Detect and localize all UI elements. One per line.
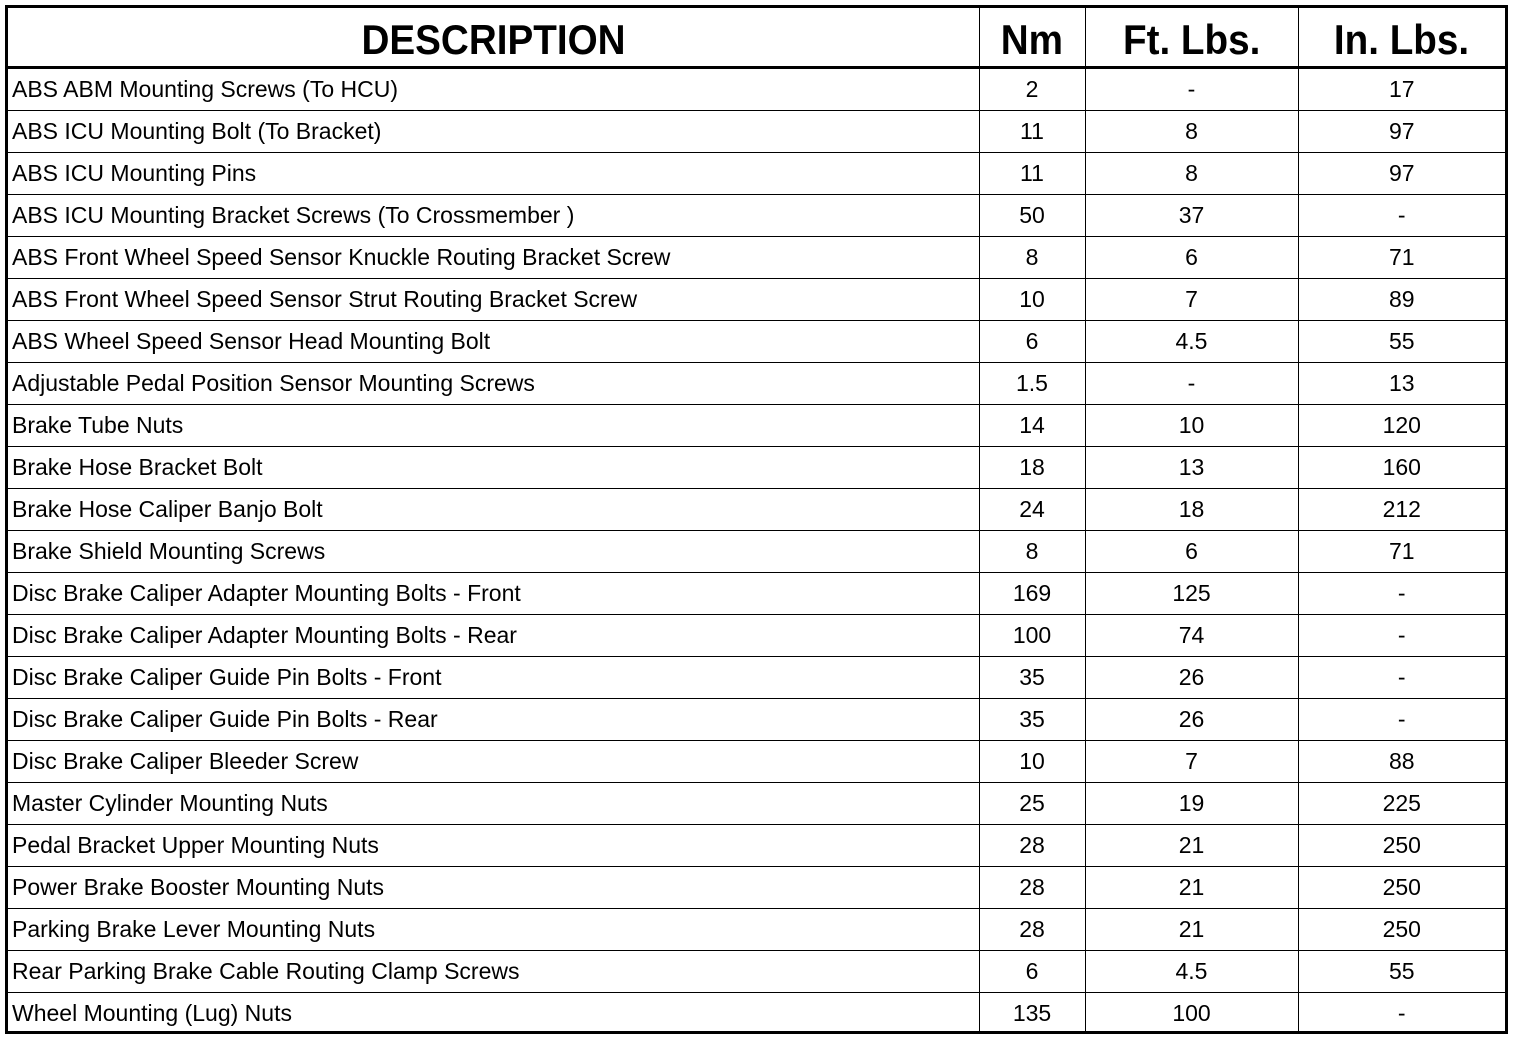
cell-ft-lbs: - <box>1085 68 1298 111</box>
cell-ft-lbs: 13 <box>1085 447 1298 489</box>
cell-nm: 6 <box>979 321 1085 363</box>
table-row <box>8 909 1505 951</box>
cell-ft-lbs: 21 <box>1085 909 1298 951</box>
cell-nm: 2 <box>979 68 1085 111</box>
cell-nm: 14 <box>979 405 1085 447</box>
cell-nm: 135 <box>979 993 1085 1035</box>
cell-description: ABS Front Wheel Speed Sensor Strut Routing Bracket Screw <box>8 279 979 321</box>
cell-description: ABS Wheel Speed Sensor Head Mounting Bolt <box>8 321 979 363</box>
table-row <box>8 237 1505 279</box>
cell-in-lbs: 250 <box>1298 825 1505 867</box>
table-row <box>8 447 1505 489</box>
cell-in-lbs: 225 <box>1298 783 1505 825</box>
cell-ft-lbs: 18 <box>1085 489 1298 531</box>
cell-nm: 6 <box>979 951 1085 993</box>
cell-nm: 28 <box>979 909 1085 951</box>
cell-nm: 24 <box>979 489 1085 531</box>
table-row <box>8 741 1505 783</box>
cell-description: ABS ICU Mounting Pins <box>8 153 979 195</box>
torque-spec-table <box>8 8 1505 1034</box>
cell-description: Parking Brake Lever Mounting Nuts <box>8 909 979 951</box>
cell-description: Brake Shield Mounting Screws <box>8 531 979 573</box>
table-row <box>8 111 1505 153</box>
cell-nm: 8 <box>979 531 1085 573</box>
cell-nm: 100 <box>979 615 1085 657</box>
torque-spec-sheet <box>5 5 1508 1034</box>
cell-description: Adjustable Pedal Position Sensor Mounting Screws <box>8 363 979 405</box>
cell-ft-lbs: 74 <box>1085 615 1298 657</box>
cell-in-lbs: 97 <box>1298 111 1505 153</box>
table-row <box>8 489 1505 531</box>
cell-nm: 18 <box>979 447 1085 489</box>
table-row <box>8 951 1505 993</box>
cell-in-lbs: - <box>1298 657 1505 699</box>
cell-ft-lbs: 8 <box>1085 153 1298 195</box>
cell-nm: 1.5 <box>979 363 1085 405</box>
cell-nm: 8 <box>979 237 1085 279</box>
cell-in-lbs: - <box>1298 573 1505 615</box>
table-row <box>8 615 1505 657</box>
cell-nm: 169 <box>979 573 1085 615</box>
table-row <box>8 321 1505 363</box>
table-body <box>8 68 1505 1035</box>
cell-ft-lbs: 125 <box>1085 573 1298 615</box>
cell-in-lbs: 212 <box>1298 489 1505 531</box>
cell-ft-lbs: 26 <box>1085 657 1298 699</box>
cell-description: Pedal Bracket Upper Mounting Nuts <box>8 825 979 867</box>
table-row <box>8 68 1505 111</box>
cell-ft-lbs: 4.5 <box>1085 321 1298 363</box>
cell-ft-lbs: 19 <box>1085 783 1298 825</box>
cell-in-lbs: 250 <box>1298 909 1505 951</box>
cell-description: Wheel Mounting (Lug) Nuts <box>8 993 979 1035</box>
table-row <box>8 363 1505 405</box>
cell-description: ABS ICU Mounting Bracket Screws (To Crossmember ) <box>8 195 979 237</box>
cell-ft-lbs: 8 <box>1085 111 1298 153</box>
cell-description: Disc Brake Caliper Guide Pin Bolts - Front <box>8 657 979 699</box>
cell-ft-lbs: 26 <box>1085 699 1298 741</box>
table-row <box>8 825 1505 867</box>
cell-nm: 11 <box>979 111 1085 153</box>
cell-in-lbs: 13 <box>1298 363 1505 405</box>
cell-nm: 11 <box>979 153 1085 195</box>
cell-description: Disc Brake Caliper Bleeder Screw <box>8 741 979 783</box>
table-row <box>8 993 1505 1035</box>
cell-description: Disc Brake Caliper Guide Pin Bolts - Rear <box>8 699 979 741</box>
cell-nm: 28 <box>979 825 1085 867</box>
cell-in-lbs: - <box>1298 195 1505 237</box>
table-row <box>8 153 1505 195</box>
cell-ft-lbs: 21 <box>1085 867 1298 909</box>
cell-description: ABS Front Wheel Speed Sensor Knuckle Routing Bracket Screw <box>8 237 979 279</box>
cell-in-lbs: 97 <box>1298 153 1505 195</box>
cell-ft-lbs: 7 <box>1085 741 1298 783</box>
cell-description: Brake Hose Bracket Bolt <box>8 447 979 489</box>
cell-ft-lbs: 37 <box>1085 195 1298 237</box>
table-row <box>8 783 1505 825</box>
header-row <box>8 8 1505 68</box>
cell-in-lbs: 17 <box>1298 68 1505 111</box>
cell-in-lbs: 71 <box>1298 531 1505 573</box>
cell-description: Disc Brake Caliper Adapter Mounting Bolts - Front <box>8 573 979 615</box>
cell-in-lbs: 89 <box>1298 279 1505 321</box>
cell-ft-lbs: 100 <box>1085 993 1298 1035</box>
cell-ft-lbs: 6 <box>1085 531 1298 573</box>
cell-nm: 35 <box>979 699 1085 741</box>
cell-nm: 10 <box>979 741 1085 783</box>
header-description: DESCRIPTION <box>8 8 979 68</box>
cell-description: Rear Parking Brake Cable Routing Clamp Screws <box>8 951 979 993</box>
cell-in-lbs: 88 <box>1298 741 1505 783</box>
table-row <box>8 195 1505 237</box>
header-ft-lbs: Ft. Lbs. <box>1085 8 1298 68</box>
cell-ft-lbs: 10 <box>1085 405 1298 447</box>
cell-nm: 50 <box>979 195 1085 237</box>
cell-ft-lbs: 21 <box>1085 825 1298 867</box>
cell-description: Disc Brake Caliper Adapter Mounting Bolts - Rear <box>8 615 979 657</box>
cell-ft-lbs: 7 <box>1085 279 1298 321</box>
cell-nm: 10 <box>979 279 1085 321</box>
cell-description: Power Brake Booster Mounting Nuts <box>8 867 979 909</box>
cell-ft-lbs: 4.5 <box>1085 951 1298 993</box>
cell-ft-lbs: - <box>1085 363 1298 405</box>
header-in-lbs: In. Lbs. <box>1298 8 1505 68</box>
table-row <box>8 405 1505 447</box>
header-nm: Nm <box>979 8 1085 68</box>
cell-description: Brake Hose Caliper Banjo Bolt <box>8 489 979 531</box>
cell-in-lbs: 250 <box>1298 867 1505 909</box>
cell-in-lbs: 71 <box>1298 237 1505 279</box>
cell-description: ABS ABM Mounting Screws (To HCU) <box>8 68 979 111</box>
cell-description: Brake Tube Nuts <box>8 405 979 447</box>
cell-in-lbs: - <box>1397 1000 1406 1026</box>
cell-ft-lbs: 6 <box>1085 237 1298 279</box>
cell-in-lbs: 160 <box>1298 447 1505 489</box>
cell-nm: 25 <box>979 783 1085 825</box>
cell-in-lbs: 55 <box>1298 321 1505 363</box>
table-row <box>8 657 1505 699</box>
table-row <box>8 279 1505 321</box>
cell-description: Master Cylinder Mounting Nuts <box>8 783 979 825</box>
cell-nm: 28 <box>979 867 1085 909</box>
cell-in-lbs: - <box>1298 615 1505 657</box>
cell-in-lbs: 55 <box>1298 951 1505 993</box>
table-row <box>8 531 1505 573</box>
table-row <box>8 867 1505 909</box>
cell-description: ABS ICU Mounting Bolt (To Bracket) <box>8 111 979 153</box>
table-row <box>8 573 1505 615</box>
cell-nm: 35 <box>979 657 1085 699</box>
cell-in-lbs: - <box>1298 699 1505 741</box>
cell-in-lbs: 120 <box>1298 405 1505 447</box>
table-row <box>8 699 1505 741</box>
